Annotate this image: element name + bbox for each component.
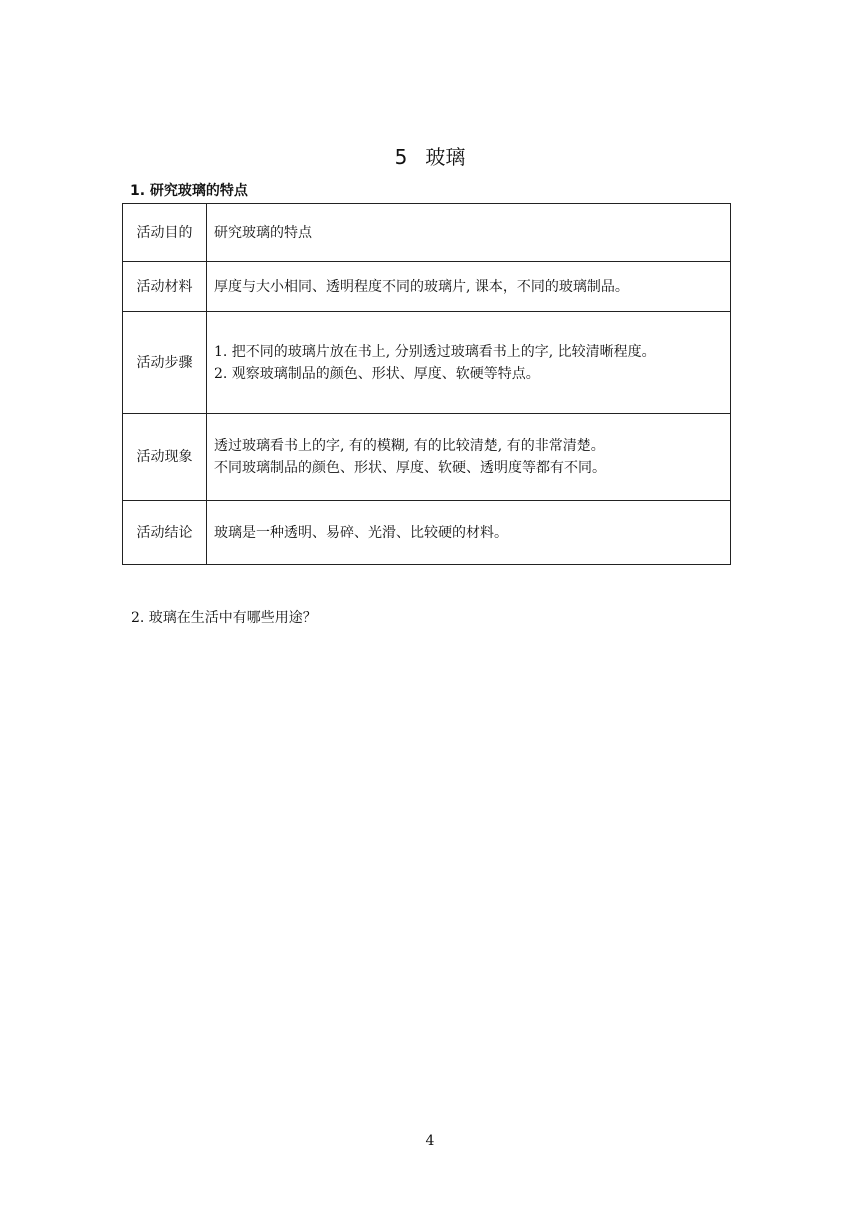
- content-line: 2. 观察玻璃制品的颜色、形状、厚度、软硬等特点。: [214, 365, 540, 382]
- content-line: 不同玻璃制品的颜色、形状、厚度、软硬、透明度等都有不同。: [214, 460, 606, 476]
- row-content: [207, 204, 731, 262]
- page-number: 4: [425, 1133, 435, 1149]
- row-label: 活动结论: [123, 501, 207, 565]
- table-row: [123, 262, 731, 312]
- table-row: [123, 204, 731, 262]
- row-content: [207, 312, 731, 414]
- table-row: [123, 414, 731, 501]
- content-line: 玻璃是一种透明、易碎、光滑、比较硬的材料。: [214, 524, 508, 541]
- page-title: [0, 143, 860, 171]
- row-content: [207, 414, 731, 501]
- question-text: 2. 玻璃在生活中有哪些用途？: [131, 610, 317, 626]
- content-line: 研究玻璃的特点: [214, 224, 312, 241]
- table-row: [123, 501, 731, 565]
- content-line: 1. 把不同的玻璃片放在书上, 分别透过玻璃看书上的字, 比较清晰程度。: [214, 343, 656, 360]
- table-row: [123, 312, 731, 414]
- lesson-title: 玻璃: [425, 145, 466, 169]
- row-label: 活动目的: [123, 204, 207, 262]
- activity-table: [122, 203, 731, 565]
- row-content: [207, 501, 731, 565]
- lesson-number: 5: [394, 145, 408, 169]
- row-label: 活动现象: [123, 414, 207, 501]
- content-line: 透过玻璃看书上的字, 有的模糊, 有的比较清楚, 有的非常清楚。: [214, 438, 605, 454]
- row-label: 活动步骤: [123, 312, 207, 414]
- section-heading: 1. 研究玻璃的特点: [130, 183, 248, 199]
- content-line: 厚度与大小相同、透明程度不同的玻璃片, 课本，不同的玻璃制品。: [214, 278, 629, 295]
- row-content: [207, 262, 731, 312]
- row-label: 活动材料: [123, 262, 207, 312]
